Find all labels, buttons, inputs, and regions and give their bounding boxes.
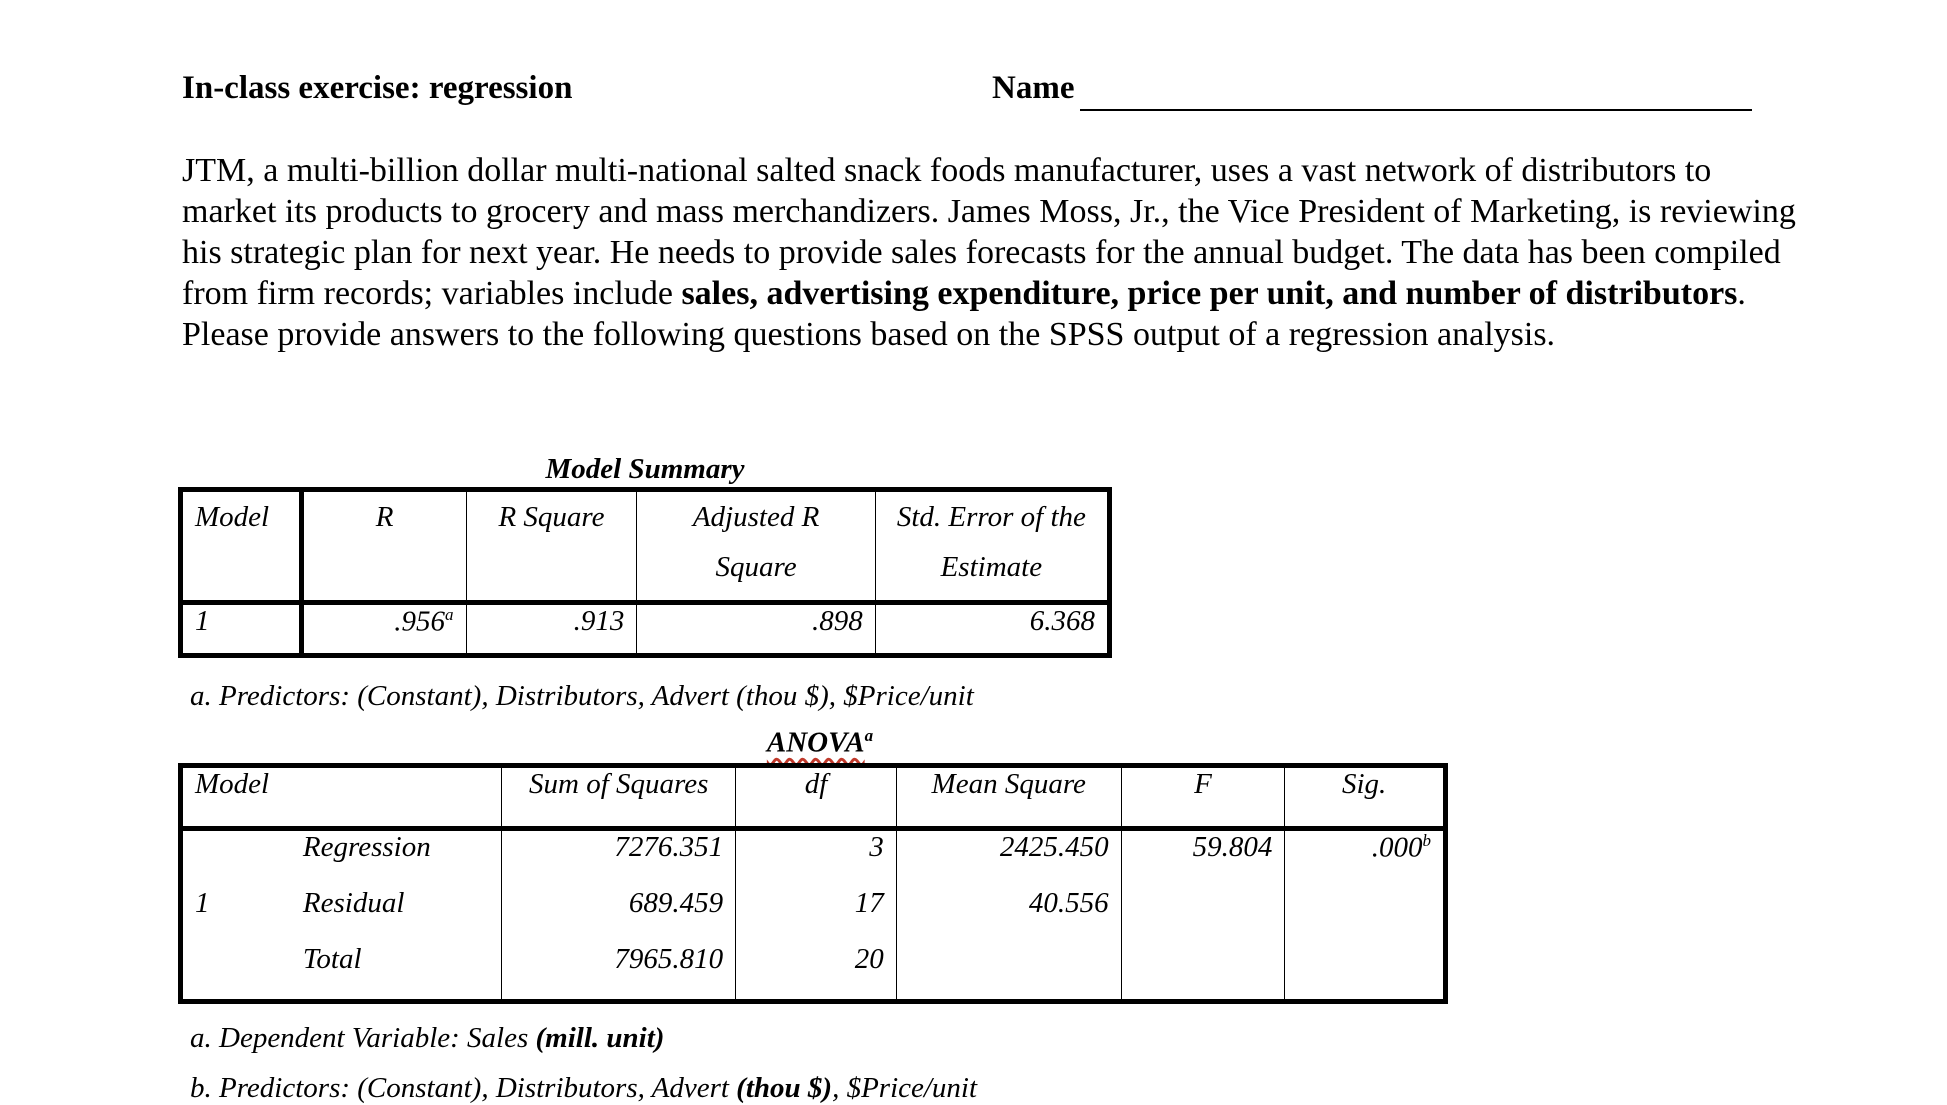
ms-header-model: Model: [195, 501, 270, 533]
model-summary-data-row: [181, 603, 1110, 656]
anova-sig-footnote-mark: b: [1422, 831, 1431, 850]
anova-row-total: [181, 943, 1446, 1002]
anova-f-total: [1121, 943, 1285, 1002]
anova-header-model: Model: [181, 766, 502, 829]
anova-label-residual: Residual: [302, 887, 405, 919]
intro-text-1: JTM, a multi-billion dollar multi-national salted snack foods manufacturer, uses a vast network of distributors to market its products to grocery and mass merchandizers. James Moss, Jr., the Vice President of Marketing, is reviewing his strategic plan for next year. He needs to provide sales forecasts for the annual budget. The data has been compiled from firm records; variables include: [182, 152, 1796, 312]
model-summary-table: [178, 487, 1112, 658]
ms-r-value: .956$^a$: [301, 603, 466, 656]
anova-table: [178, 763, 1448, 1004]
anova-sig-regression: .000$^b$: [1285, 829, 1446, 888]
ms-header-r-square: R Square: [466, 490, 637, 603]
ms-header-std-line2: Estimate: [940, 551, 1043, 583]
ms-r-square-value: .913: [466, 603, 637, 656]
anova-ms-total: [896, 943, 1121, 1002]
ms-model-value: 1: [181, 603, 302, 656]
ms-r-footnote-mark: a: [445, 605, 454, 624]
intro-text-2: . Please provide answers to the following questions based on the SPSS output of a regression analysis.: [182, 275, 1746, 353]
anova-sig-total: [1285, 943, 1446, 1002]
anova-ss-regression: 7276.351: [502, 829, 736, 888]
anova-footnote-b-bold: (thou $): [736, 1072, 833, 1104]
anova-ms-residual: 40.556: [896, 887, 1121, 943]
anova-ms-regression: 2425.450: [896, 829, 1121, 888]
anova-footnote-a-bold: (mill. unit): [535, 1022, 665, 1054]
ms-header-adjusted: [637, 490, 875, 603]
ms-adjusted-value: .898: [637, 603, 875, 656]
ms-header-std-error: [875, 490, 1109, 603]
anova-f-regression: 59.804: [1121, 829, 1285, 888]
ms-header-std-line1: Std. Error of the: [896, 501, 1086, 533]
intro-variables-bold: sales, advertising expenditure, price per unit, and number of distributors: [681, 275, 1738, 312]
anova-label-total: Total: [302, 943, 362, 975]
anova-header-df: df: [736, 766, 897, 829]
ms-std-error-value: 6.368: [875, 603, 1109, 656]
anova-f-residual: [1121, 887, 1285, 943]
anova-ss-total: 7965.810: [502, 943, 736, 1002]
anova-header-sig: Sig.: [1285, 766, 1446, 829]
anova-footnote-b: b. Predictors: (Constant), Distributors, Advert (thou $), $Price/unit: [190, 1072, 978, 1104]
ms-header-adjusted-line1: Adjusted R: [692, 501, 820, 533]
name-label: Name: [992, 70, 1075, 106]
anova-title: ANOVA$^a$: [766, 726, 874, 759]
anova-header-row: [181, 766, 1446, 829]
anova-model-cell-total: [181, 943, 291, 1002]
anova-sig-residual: [1285, 887, 1446, 943]
anova-label-regression: Regression: [302, 831, 431, 863]
anova-header-f: F: [1121, 766, 1285, 829]
anova-row-regression: [181, 829, 1446, 888]
anova-row-residual: [181, 887, 1446, 943]
anova-header-ss: Sum of Squares: [502, 766, 736, 829]
ms-header-adjusted-line2: Square: [715, 551, 797, 583]
anova-header-ms: Mean Square: [896, 766, 1121, 829]
model-summary-footnote: a. Predictors: (Constant), Distributors, Advert (thou $), $Price/unit: [190, 680, 974, 712]
anova-model-cell: [181, 829, 291, 888]
anova-df-regression: 3: [736, 829, 897, 888]
anova-footnote-a: a. Dependent Variable: Sales (mill. unit): [190, 1022, 665, 1054]
anova-model-number: 1: [195, 887, 210, 919]
model-summary-header-row: [181, 490, 1110, 603]
ms-header-r: R: [301, 490, 466, 603]
name-blank-line[interactable]: [1080, 109, 1752, 111]
intro-paragraph: [182, 150, 1802, 355]
exercise-title: In-class exercise: regression: [182, 70, 573, 106]
anova-df-residual: 17: [736, 887, 897, 943]
anova-title-footnote-mark: a: [864, 726, 874, 745]
model-summary-title: Model Summary: [545, 453, 745, 485]
anova-ss-residual: 689.459: [502, 887, 736, 943]
anova-df-total: 20: [736, 943, 897, 1002]
